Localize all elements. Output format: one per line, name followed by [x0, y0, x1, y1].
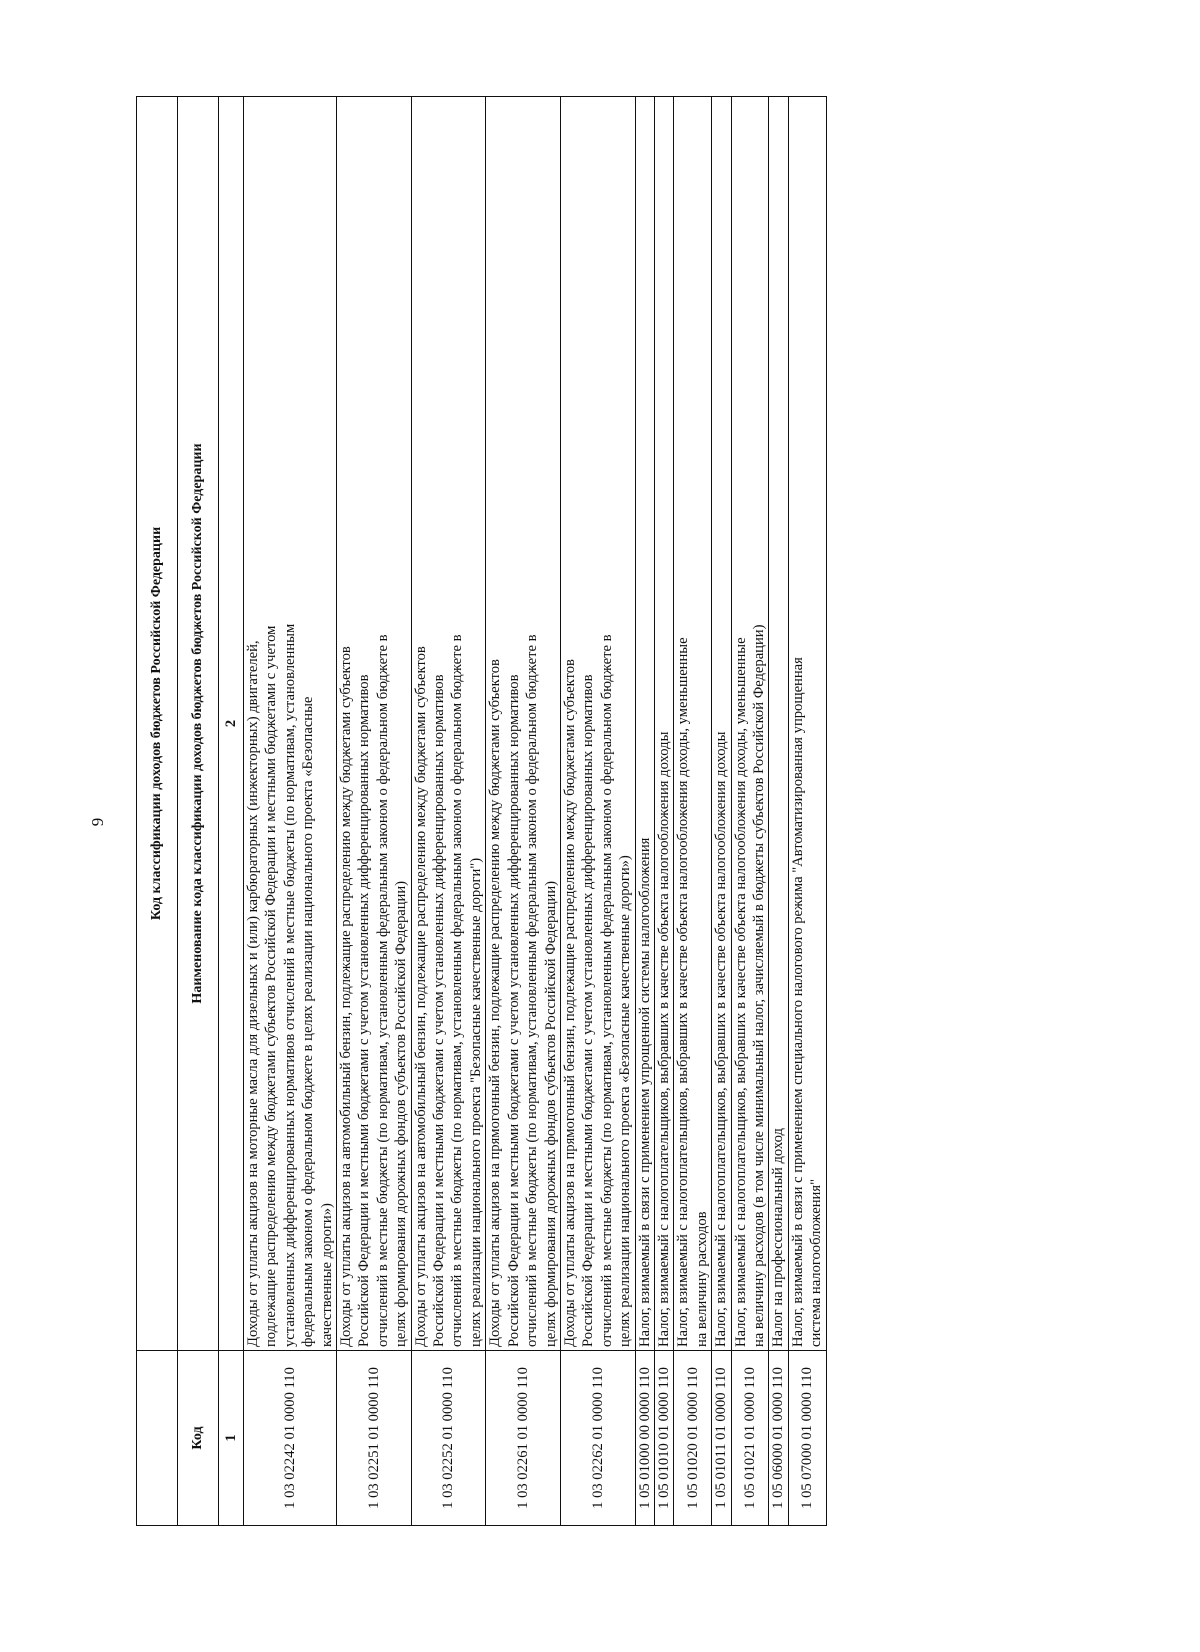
column-header-code: Код	[178, 1351, 219, 1526]
table-row	[731, 97, 769, 1526]
row-code: 1 03 02252 01 0000 110	[411, 1351, 486, 1526]
table-row	[769, 97, 788, 1526]
table-corner-cell	[137, 1351, 178, 1526]
row-name-line: подлежащие распределению между бюджетами субъектов Российской Федерации и местными бюджетами с учетом	[263, 625, 280, 1347]
rotated-table-container	[136, 96, 1074, 1526]
table-row	[560, 97, 635, 1526]
table-group-header: Код классификации доходов бюджетов Российской Федерации	[137, 97, 178, 1351]
row-name-line: целях реализации национального проекта "Безопасные качественные дороги")	[467, 857, 484, 1347]
row-name-line: Российской Федерации и местными бюджетами с учетом установленных дифференцированных нормативов	[356, 674, 373, 1347]
income-classification-table	[136, 96, 827, 1526]
table-row	[674, 97, 712, 1526]
row-code: 1 05 01020 01 0000 110	[674, 1351, 712, 1526]
column-index-code: 1	[219, 1351, 244, 1526]
row-name-line: отчислений в местные бюджеты (по нормативам, установленным федеральным законом о федеральном бюджете в	[524, 634, 541, 1347]
row-name-line: Доходы от уплаты акцизов на прямогонный бензин, подлежащие распределению между бюджетами субъектов	[487, 659, 504, 1347]
table-row	[788, 97, 826, 1526]
row-code: 1 05 01000 00 0000 110	[635, 1351, 654, 1526]
row-code: 1 05 01021 01 0000 110	[731, 1351, 769, 1526]
row-name-line: Налог, взимаемый в связи с применением специального налогового режима "Автоматизированная упрощенная	[789, 657, 806, 1347]
row-name	[654, 97, 673, 1351]
table-row	[654, 97, 673, 1526]
row-name	[411, 97, 486, 1351]
row-name	[674, 97, 712, 1351]
row-name-line: установленных дифференцированных нормативов отчислений в местные бюджеты (по нормативам, установленным	[281, 623, 298, 1347]
table-row	[712, 97, 731, 1526]
row-name	[788, 97, 826, 1351]
row-name	[486, 97, 561, 1351]
row-code: 1 05 07000 01 0000 110	[788, 1351, 826, 1526]
row-name	[560, 97, 635, 1351]
row-name	[244, 97, 337, 1351]
row-name-line: Российской Федерации и местными бюджетами с учетом установленных дифференцированных нормативов	[580, 674, 597, 1347]
row-name	[337, 97, 412, 1351]
row-code: 1 03 02242 01 0000 110	[244, 1351, 337, 1526]
row-name-line: федеральным законом о федеральном бюджете в целях реализации национального проекта «Безопасные	[300, 696, 317, 1347]
row-name-line: Налог, взимаемый с налогоплательщиков, выбравших в качестве объекта налогообложения доходы	[713, 731, 730, 1347]
row-name	[769, 97, 788, 1351]
column-index-name: 2	[219, 97, 244, 1351]
row-code: 1 05 01011 01 0000 110	[712, 1351, 731, 1526]
row-name-line: Налог, взимаемый с налогоплательщиков, выбравших в качестве объекта налогообложения доходы	[655, 731, 672, 1347]
row-name-line: на величину расходов (в том числе минимальный налог, зачисляемый в бюджеты субъектов Российской Федерации)	[750, 624, 767, 1347]
row-name-line: отчислений в местные бюджеты (по нормативам, установленным федеральным законом о федеральном бюджете в	[374, 634, 391, 1347]
row-code: 1 03 02251 01 0000 110	[337, 1351, 412, 1526]
table-header-group-row	[137, 97, 178, 1526]
row-name-line: Доходы от уплаты акцизов на прямогонный бензин, подлежащие распределению между бюджетами субъектов	[561, 659, 578, 1347]
row-code: 1 03 02262 01 0000 110	[560, 1351, 635, 1526]
row-name-line: Налог, взимаемый с налогоплательщиков, выбравших в качестве объекта налогообложения доходы, уменьшенные	[675, 637, 692, 1347]
table-row	[486, 97, 561, 1526]
row-name-line: отчислений в местные бюджеты (по нормативам, установленным федеральным законом о федеральном бюджете в	[598, 634, 615, 1347]
table-row	[411, 97, 486, 1526]
row-name-line: Российской Федерации и местными бюджетами с учетом установленных дифференцированных нормативов	[505, 674, 522, 1347]
table-row	[244, 97, 337, 1526]
row-name-line: Налог на профессиональный доход	[770, 1128, 787, 1347]
row-code: 1 05 01010 01 0000 110	[654, 1351, 673, 1526]
column-header-name: Наименование кода классификации доходов бюджетов бюджетов Российской Федерации	[178, 97, 219, 1351]
table-row	[337, 97, 412, 1526]
row-name	[731, 97, 769, 1351]
table-index-row	[219, 97, 244, 1526]
row-name	[712, 97, 731, 1351]
table-row	[635, 97, 654, 1526]
row-name-line: целях формирования дорожных фондов субъектов Российской Федерации)	[542, 880, 559, 1347]
row-name-line: Доходы от уплаты акцизов на моторные масла для дизельных и (или) карбюраторных (инжекторных) двигателей,	[245, 640, 261, 1347]
row-name-line: Доходы от уплаты акцизов на автомобильный бензин, подлежащие распределению между бюджетами субъектов	[338, 646, 355, 1347]
row-name-line: на величину расходов	[693, 1211, 710, 1347]
row-code: 1 03 02261 01 0000 110	[486, 1351, 561, 1526]
row-name-line: качественные дороги»)	[318, 1203, 335, 1347]
table-header-row	[178, 97, 219, 1526]
row-name	[635, 97, 654, 1351]
row-name-line: целях реализации национального проекта «Безопасные качественные дороги»)	[617, 855, 634, 1347]
row-code: 1 05 06000 01 0000 110	[769, 1351, 788, 1526]
row-name-line: Доходы от уплаты акцизов на автомобильный бензин, подлежащие распределению между бюджетами субъектов	[412, 646, 429, 1347]
row-name-line: отчислений в местные бюджеты (по нормативам, установленным федеральным законом о федеральном бюджете в	[449, 634, 466, 1347]
row-name-line: Российской Федерации и местными бюджетами с учетом установленных дифференцированных нормативов	[431, 674, 448, 1347]
row-name-line: Налог, взимаемый с налогоплательщиков, выбравших в качестве объекта налогообложения доходы, уменьшенные	[732, 637, 749, 1347]
table-body	[244, 97, 827, 1526]
row-name-line: система налогообложения"	[808, 1178, 825, 1347]
row-name-line: Налог, взимаемый в связи с применением упрощенной системы налогообложения	[636, 837, 653, 1347]
row-name-line: целях формирования дорожных фондов субъектов Российской Федерации)	[393, 880, 410, 1347]
page-number: 9	[88, 817, 107, 827]
